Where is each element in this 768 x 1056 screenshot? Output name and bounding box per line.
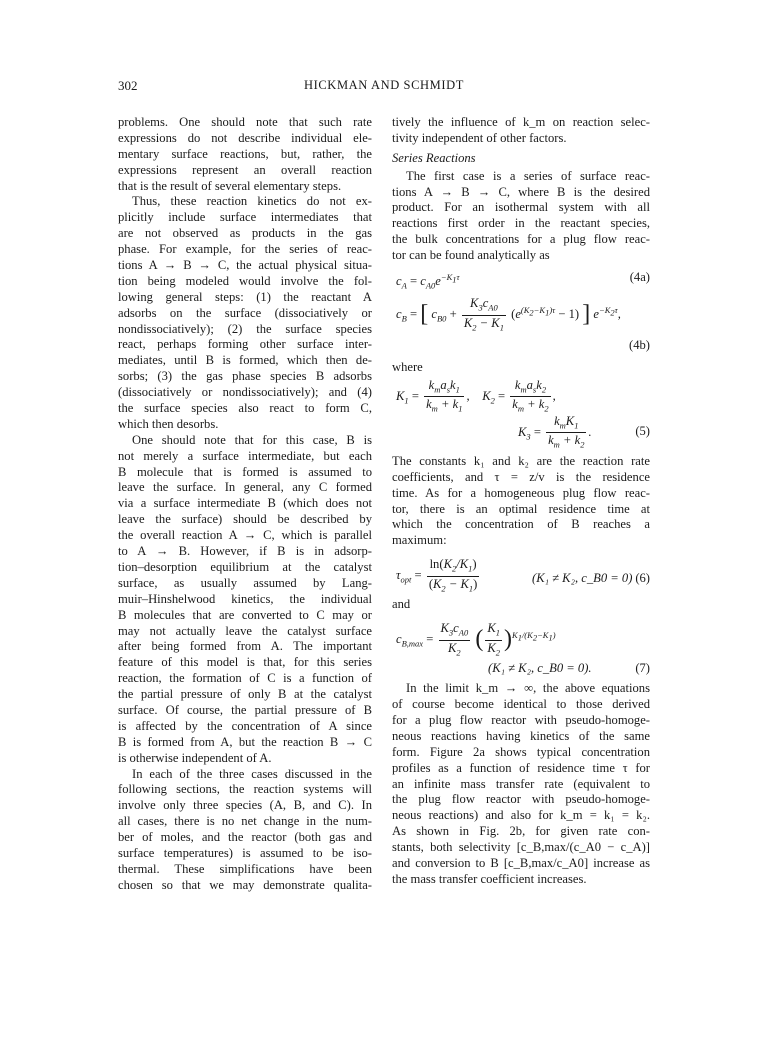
right-bottom-paragraph	[392, 681, 650, 888]
equation-7-condition: (K₁ ≠ K₂, c_B0 = 0).	[488, 661, 592, 676]
equation-number-5: (5)	[635, 423, 650, 438]
text-line: tor, there is an optimal residence time at	[392, 501, 650, 516]
text-line: all cases, there is no net change in the num-	[118, 814, 372, 829]
text-line: that is the result of several elementary steps.	[118, 178, 342, 193]
text-line: profiles as a function of residence time τ for	[392, 760, 650, 775]
text-line: via a surface intermediate B (which does not	[118, 496, 372, 511]
running-head: HICKMAN AND SCHMIDT	[303, 78, 465, 92]
text-line: sorbs; (3) the gas phase species B adsorbs	[118, 369, 372, 384]
section-heading: Series Reactions	[392, 150, 476, 165]
text-line: adsorbs on the surface (dissociatively or	[118, 305, 372, 320]
text-line: form. Figure 2a shows typical concentration	[392, 744, 650, 759]
text-line: for a plug flow reactor with pseudo-homoge-	[392, 712, 650, 727]
text-line: are not observed as products in the gas	[118, 226, 372, 241]
text-line: reaction, the formation of C is a function of	[118, 671, 372, 686]
text-line: Thus, these reaction kinetics do not ex-	[132, 194, 372, 209]
text-line: the mass transfer coefficient increases.	[392, 871, 587, 886]
text-line: In the limit k_m → ∞, the above equations	[406, 681, 650, 696]
text-line: expressions do not describe individual ele-	[118, 130, 372, 145]
equation-5-k3: $K_3$ = $\frac{k_mK_1}{k_m + k_2}$ . (5)	[518, 413, 650, 450]
text-line: to A → B. However, if B is in adsorp-	[118, 544, 372, 559]
and-label: and	[392, 597, 411, 612]
text-line: plicitly include surface intermediates that	[118, 210, 372, 225]
text-line: following sections, the reaction systems will	[118, 782, 372, 797]
text-line: coefficients, and τ = z/v is the residence	[392, 469, 650, 484]
text-line: The first case is a series of surface reac-	[406, 168, 650, 183]
text-line: ber of moles, and the reactor (both gas and	[118, 830, 372, 845]
text-line: the surface species also react to form C,	[118, 401, 372, 416]
text-line: product. For an isothermal system with all	[392, 200, 650, 215]
text-line: not merely a surface intermediate, but each	[118, 448, 372, 463]
text-line: time. As for a homogeneous plug flow reac-	[392, 485, 650, 500]
equation-6: $\tau_{opt}$ = $\frac{\ln(K_2/K_1)}{(K_2 - K_1)}$ (K₁ ≠ K₂, c_B0 = 0) (6)	[396, 557, 650, 594]
page-number: 302	[118, 78, 138, 93]
equation-4a: $c_A = c_{A0}e^{-K_1\tau}$ (4a)	[396, 270, 650, 291]
equation-number-7: (7)	[635, 661, 650, 676]
right-column	[392, 115, 650, 888]
text-line: One should note that for this case, B is	[132, 432, 372, 447]
text-line: As shown in Fig. 2b, for given rate con-	[392, 824, 650, 839]
text-line: the bulk concentrations for a plug flow reac-	[392, 232, 650, 247]
equation-4b-number-line	[392, 338, 650, 360]
equation-number-6: (6)	[635, 571, 650, 586]
text-line: mentary surface reactions, but, rather, the	[118, 146, 372, 161]
left-column	[118, 115, 372, 894]
equation-7-number-line	[392, 661, 650, 681]
text-line: surface. Of course, the partial pressure of B	[118, 702, 372, 717]
text-line: phase. For example, for the series of reac-	[118, 242, 372, 257]
text-line: muir–Hinshelwood kinetics, the individual	[118, 591, 372, 606]
text-line: stants, both selectivity [c_B,max/(c_A0 − c_A)]	[392, 840, 650, 855]
text-line: the plug flow reactor with pseudo-homoge-	[392, 792, 650, 807]
where-label: where	[392, 360, 423, 375]
text-line: B is formed from A, but the reaction B → C	[118, 734, 372, 749]
equation-5-k1-k2: $K_1$ = $\frac{k_ma_sk_1}{k_m + k_1}$ , $K_2$ = $\frac{k_ma_sk_2}{k_m + k_2}$ ,	[396, 377, 556, 414]
text-line: nondissociatively); (2) the surface species	[118, 321, 372, 336]
text-line: may not actually leave the catalyst surface	[118, 623, 372, 638]
text-line: tivity independent of other factors.	[392, 130, 567, 145]
text-line: leave the surface. In general, any C formed	[118, 480, 372, 495]
equation-4b: $c_B$ = [ $c_{B0}$ + $\frac{K_3c_{A0}}{K_2 - K_1}$ $(e^{(K_2-K_1)\tau} - 1)$ ] $e^{-K_2\tau}$,	[396, 296, 621, 333]
equation-6-condition: (K₁ ≠ K₂, c_B0 = 0)	[532, 571, 633, 586]
text-line: neous reactions) and also for k_m = k₁ = k₂.	[392, 808, 650, 823]
text-line: reactions first order in the reactant species,	[392, 216, 650, 231]
text-line: the overall reaction A → C, which is parallel	[118, 528, 372, 543]
text-line: the partial pressure of only B at the catalyst	[118, 687, 372, 702]
text-line: maximum:	[392, 533, 447, 548]
text-line: leave the surface) should be described by	[118, 512, 372, 527]
text-line: is otherwise independent of A.	[118, 750, 272, 765]
right-mid-paragraph	[392, 454, 650, 549]
text-line: an infinite mass transfer rate (equivalent to	[392, 776, 650, 791]
text-line: The constants k₁ and k₂ are the reaction rate	[392, 453, 650, 468]
text-line: lowing general steps: (1) the reactant A	[118, 289, 372, 304]
equation-7: $c_{B,max}$ = $\frac{K_3c_{A0}}{K_2}$ ( $\frac{K_1}{K_2}$ )$^{K_1/(K_2-K_1)}$	[396, 621, 556, 658]
text-line: surface, as usually assumed by Lang-	[118, 575, 372, 590]
text-line: tor can be found analytically as	[392, 248, 550, 263]
text-line: B molecule that is formed is assumed to	[118, 464, 372, 479]
text-line: tions A → B → C, where B is the desired	[392, 184, 650, 199]
text-line: problems. One should note that such rate	[118, 115, 372, 129]
text-line: (dissociatively or nondissociatively); and (4)	[118, 385, 372, 400]
text-line: feature of this model is that, for this series	[118, 655, 372, 670]
text-line: which then desorbs.	[118, 416, 219, 431]
equation-number-4a: (4a)	[629, 270, 650, 285]
text-line: B molecules that are converted to C may or	[118, 607, 372, 622]
text-line: In each of the three cases discussed in the	[132, 766, 372, 781]
page-header	[118, 78, 650, 96]
text-line: tion being modeled would involve the fol-	[118, 273, 372, 288]
text-line: thermal. These simplifications have been	[118, 861, 372, 876]
text-line: tions A → B → C, the actual physical situa-	[118, 258, 372, 273]
right-top-paragraph	[392, 115, 650, 147]
equation-number-4b: (4b)	[629, 338, 650, 353]
text-line: chosen so that we may demonstrate qualita-	[118, 877, 372, 892]
text-line: surface temperatures) is assumed to be iso-	[118, 845, 372, 860]
text-line: which the concentration of B reaches a	[392, 517, 650, 532]
text-line: involve only three species (A, B, and C). In	[118, 798, 372, 813]
text-line: tion–desorption equilibrium at the catalyst	[118, 559, 372, 574]
text-line: mediates, until B is formed, which then de-	[118, 353, 372, 368]
text-line: and conversion to B [c_B,max/c_A0] increase as	[392, 855, 650, 870]
text-line: is affected by the concentration of A since	[118, 718, 372, 733]
text-line: of course become identical to those derived	[392, 697, 650, 712]
text-line: neous reactions having kinetics of the same	[392, 728, 650, 743]
text-line: after being formed from A. The important	[118, 639, 372, 654]
text-line: expressions represent an overall reaction	[118, 162, 372, 177]
right-intro-paragraph	[392, 169, 650, 264]
text-line: react, perhaps forming other surface inter-	[118, 337, 372, 352]
text-line: tively the influence of k_m on reaction selec-	[392, 115, 650, 129]
